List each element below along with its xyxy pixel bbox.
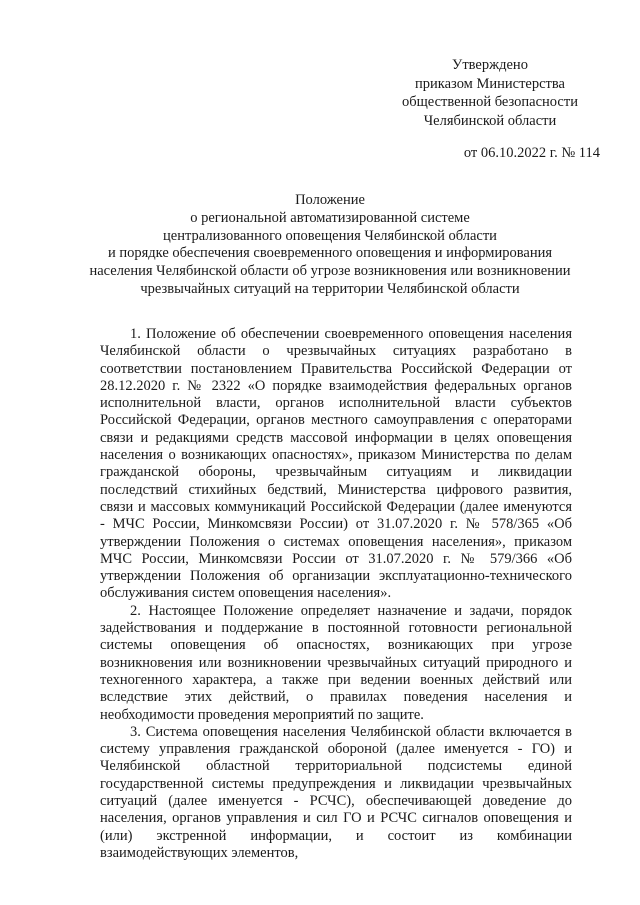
title-line-3: централизованного оповещения Челябинской области: [163, 227, 497, 244]
title-line-1: Положение: [295, 192, 365, 208]
approval-line-2: приказом Министерства: [415, 75, 565, 92]
title-line-6: чрезвычайных ситуаций на территории Челябинской области: [140, 280, 520, 297]
title-line-2: о региональной автоматизированной системе: [190, 209, 470, 226]
title-line-4: и порядке обеспечения своевременного оповещения и информирования: [107, 245, 553, 262]
paragraph-3: 3. Система оповещения населения Челябинской области включается в систему управления гражданской обороной (далее именуется - ГО) и Челябинской областной территориальной подсистемы единой государственной системы предупреждения и ликвидации чрезвычайных ситуаций (далее именуется - РСЧС), обеспечивающей доведение до населения, органов управления и сил ГО и РСЧС сигналов оповещения и (или) экстренной информации, и состоит из комбинации взаимодействующих элементов,: [100, 723, 572, 861]
document-body: [100, 326, 572, 862]
document-title: [80, 192, 580, 299]
approval-line-4: Челябинской области: [423, 112, 557, 129]
approval-line-3: общественной безопасности: [402, 94, 578, 110]
approval-line-1: Утверждено: [452, 57, 528, 73]
order-reference: от 06.10.2022 г. № 114: [463, 145, 600, 161]
title-line-5: населения Челябинской области об угрозе возникновения или возникновении: [89, 263, 571, 280]
paragraph-2: 2. Настоящее Положение определяет назначение и задачи, порядок задействования и поддержание в постоянной готовности региональной системы оповещения об опасностях, возникающих при угрозе возникновения или возникновении чрезвычайных ситуаций природного и техногенного характера, а также при ведении военных действий или вследствие этих действий, о правилах поведения населения и необходимости проведения мероприятий по защите.: [100, 602, 572, 723]
paragraph-1: 1. Положение об обеспечении своевременного оповещения населения Челябинской области о чрезвычайных ситуациях разработано в соответствии постановлением Правительства Российской Федерации от 28.12.2020 г. № 2322 «О порядке взаимодействия федеральных органов исполнительной власти, органов исполнительной власти субъектов Российской Федерации, органов местного самоуправления с операторами связи и редакциями средств массовой информации в целях оповещения населения о возникающих опасностях», приказом Министерства по делам гражданской обороны, чрезвычайным ситуациям и ликвидации последствий стихийных бедствий, Министерства цифрового развития, связи и массовых коммуникаций Российской Федерации (далее именуются - МЧС России, Минкомсвязи России) от 31.07.2020 г. № 578/365 «Об утверждении Положения о системах оповещения населения», приказом МЧС России, Минкомсвязи России от 31.07.2020 г. № 579/366 «Об утверждении Положения об организации эксплуатационно-технического обслуживания систем оповещения населения».: [100, 326, 572, 602]
approval-stamp: [380, 56, 600, 130]
